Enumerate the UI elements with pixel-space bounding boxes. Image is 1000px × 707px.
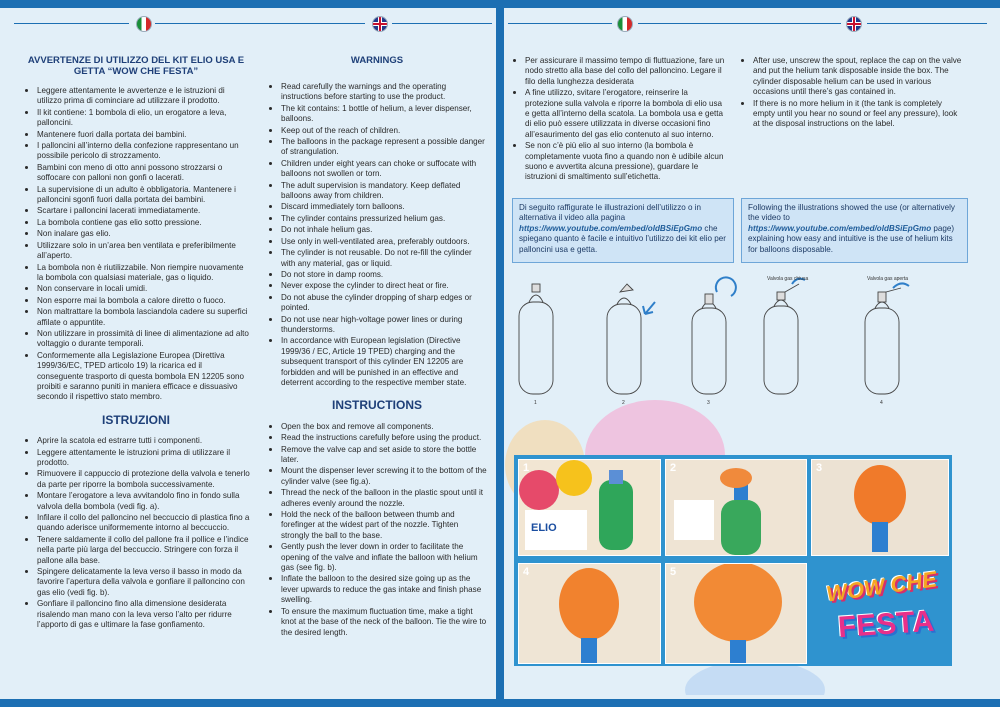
it-video-text-after: che spiegano quanto è facile e intuitivo l’utilizzo dei kit elio per palloncini usa e getta. bbox=[519, 223, 726, 254]
italian-flag-icon bbox=[617, 16, 633, 32]
list-item: • The adult supervision is mandatory. Keep deflated balloons away from children. bbox=[281, 180, 488, 202]
list-item: • Aprire la scatola ed estrarre tutti i componenti. bbox=[37, 435, 250, 446]
list-item: • The cylinder contains pressurized helium gas. bbox=[281, 213, 488, 224]
en-final-list bbox=[738, 55, 966, 130]
list-item: • Per assicurare il massimo tempo di fluttuazione, fare un nodo stretto alla base del collo del palloncino. Legare il filo della lunghezza desiderata bbox=[525, 55, 725, 87]
en-warnings-title: WARNINGS bbox=[350, 55, 404, 66]
list-item: • I palloncini all’interno della confezione rappresentano un possibile pericolo di strozzamento. bbox=[37, 140, 250, 162]
list-item: • Gonfiare il palloncino fino alla dimensione desiderata risalendo man mano con la leva verso l’alto per ridurre l’apporto di gas e ultimare la fase gonfiamento. bbox=[37, 598, 250, 630]
it-video-box bbox=[512, 198, 734, 263]
cylinder-icon bbox=[764, 284, 799, 394]
photo-step-2 bbox=[665, 459, 807, 556]
uk-flag-icon bbox=[846, 16, 862, 32]
list-item: • To ensure the maximum fluctuation time, make a tight knot at the base of the neck of the balloon. Tie the wire to the desired length. bbox=[281, 606, 488, 638]
list-item: • Non esporre mai la bombola a calore diretto o fuoco. bbox=[37, 295, 250, 306]
list-item: • Montare l’erogatore a leva avvitandolo fino in fondo sulla valvola della bombola (vedi fig. a). bbox=[37, 490, 250, 512]
rotate-arrow-icon bbox=[716, 277, 736, 296]
photo-step-5-image bbox=[666, 564, 806, 663]
english-final-steps bbox=[738, 55, 966, 130]
step-label: 3 bbox=[707, 400, 710, 406]
photo-number: 3 bbox=[816, 462, 823, 474]
photo-step-3 bbox=[811, 459, 949, 556]
list-item: • If there is no more helium in it (the tank is completely empty until you hear no sound or feel any pressure), look at the disposal instructions on the label. bbox=[753, 98, 966, 130]
logo-line-2: FESTA bbox=[836, 604, 936, 645]
cylinder-icon bbox=[607, 284, 641, 394]
it-video-link[interactable]: https://www.youtube.com/embed/oldBSiEpGmo bbox=[519, 223, 703, 233]
lever-arrow-icon bbox=[893, 283, 909, 288]
list-item: • Bambini con meno di otto anni possono strozzarsi o soffocare con palloni non gonfi o lacerati. bbox=[37, 162, 250, 184]
logo-line-1: WOW CHE bbox=[824, 566, 939, 607]
list-item: • Spingere delicatamente la leva verso il basso in modo da favorire l’apertura della valvola e gonfiare il palloncino con gas elio (vedi fig. b). bbox=[37, 566, 250, 598]
list-item: • Remove the valve cap and set aside to store the bottle later. bbox=[281, 444, 488, 466]
en-warnings-list bbox=[266, 81, 488, 388]
list-item: • La bombola non è riutilizzabile. Non riempire nuovamente la bombola con qualsiasi materiale, gas o liquido. bbox=[37, 262, 250, 284]
list-item: • Mount the dispenser lever screwing it to the bottom of the cylinder valve (see fig.a). bbox=[281, 465, 488, 487]
photo-step-1-image bbox=[519, 460, 660, 555]
photo-step-1 bbox=[518, 459, 661, 556]
header-rule bbox=[392, 23, 492, 24]
header-rule bbox=[14, 23, 129, 24]
list-item: • Children under eight years can choke or suffocate with balloons not swollen or torn. bbox=[281, 158, 488, 180]
list-item: • Gently push the lever down in order to facilitate the opening of the valve and inflate the balloon with helium gas (see fig. b). bbox=[281, 541, 488, 573]
page-spine bbox=[496, 0, 504, 707]
list-item: • La supervisione di un adulto è obbligatoria. Mantenere i palloncini sgonfi fuori dalla portata dei bambini. bbox=[37, 184, 250, 206]
valve-open-label: Valvola gas aperta bbox=[867, 276, 909, 282]
photo-step-4-image bbox=[519, 564, 660, 663]
photo-number: 2 bbox=[670, 462, 677, 474]
cylinder-icon bbox=[692, 294, 726, 394]
list-item: • Never expose the cylinder to direct heat or fire. bbox=[281, 280, 488, 291]
list-item: • Tenere saldamente il collo del pallone fra il pollice e l’indice nella parte più larga del beccuccio. Stringere con forza il pallone alla base. bbox=[37, 534, 250, 566]
list-item: • Rimuovere il cappuccio di protezione della valvola e tenerlo da parte per riporre la bombola successivamente. bbox=[37, 468, 250, 490]
it-instructions-title: ISTRUZIONI bbox=[102, 412, 170, 427]
list-item: • After use, unscrew the spout, replace the cap on the valve and put the helium tank disposable inside the box. The cylinder disposable helium can be used in various occasions until there’s gas contained in. bbox=[753, 55, 966, 98]
en-video-text-after: page) explaining how easy and intuitive is the use of helium kits for balloons disposable. bbox=[748, 223, 955, 254]
step-label: 4 bbox=[880, 400, 883, 406]
list-item: • Read the instructions carefully before using the product. bbox=[281, 432, 488, 443]
list-item: • The balloons in the package represent a possible danger of strangulation. bbox=[281, 136, 488, 158]
it-instructions-list bbox=[22, 435, 250, 630]
english-column bbox=[266, 55, 488, 638]
list-item: • Discard immediately torn balloons. bbox=[281, 201, 488, 212]
list-item: • Se non c’è più elio al suo interno (la bombola è completamente vuota fino a quando non è udibile alcun suono e avvertita alcuna pressione), guardare le istruzioni di smaltimento sull’etichetta. bbox=[525, 140, 725, 183]
list-item: • Hold the neck of the balloon between thumb and forefinger at the widest part of the nozzle. Tighten strongly the ball to the base. bbox=[281, 509, 488, 541]
photo-step-5 bbox=[665, 563, 807, 664]
list-item: • Do not abuse the cylinder dropping of sharp edges or pointed. bbox=[281, 292, 488, 314]
list-item: • La bombola contiene gas elio sotto pressione. bbox=[37, 217, 250, 228]
list-item: • Non inalare gas elio. bbox=[37, 228, 250, 239]
list-item: • Non utilizzare in prossimità di linee di alimentazione ad alto voltaggio o durante temporali. bbox=[37, 328, 250, 350]
en-video-link[interactable]: https://www.youtube.com/embed/oldBSiEpGmo bbox=[748, 223, 932, 233]
list-item: • Keep out of the reach of children. bbox=[281, 125, 488, 136]
cylinder-icon bbox=[519, 284, 553, 394]
photo-number: 5 bbox=[670, 566, 677, 578]
photo-step-4 bbox=[518, 563, 661, 664]
list-item: • Mantenere fuori dalla portata dei bambini. bbox=[37, 129, 250, 140]
list-item: • Open the box and remove all components. bbox=[281, 421, 488, 432]
list-item: • The cylinder is not reusable. Do not re-fill the cylinder with any material, gas or liquid. bbox=[281, 247, 488, 269]
list-item: • In accordance with European legislation (Directive 1999/36 / EC, Article 19 TPED) charging and the subsequent transport of this cylinder EN 12205 are forbidden and will be punished in an effective and deterrent according to the respective member state. bbox=[281, 335, 488, 388]
list-item: • Thread the neck of the balloon in the plastic spout until it adheres evenly around the nozzle. bbox=[281, 487, 488, 509]
header-rule bbox=[638, 23, 841, 24]
list-item: • Infilare il collo del palloncino nel beccuccio di plastica fino a quando aderisce uniformemente intorno al beccuccio. bbox=[37, 512, 250, 534]
photo-number: 4 bbox=[523, 566, 530, 578]
list-item: • Utilizzare solo in un’area ben ventilata e preferibilmente all’aperto. bbox=[37, 240, 250, 262]
italian-final-steps bbox=[510, 55, 725, 183]
it-final-list bbox=[510, 55, 725, 183]
header-rule bbox=[155, 23, 365, 24]
brand-box-label: ELIO bbox=[531, 522, 557, 534]
step-label: 1 bbox=[534, 400, 537, 406]
en-video-box bbox=[741, 198, 968, 263]
it-warnings-title: AVVERTENZE DI UTILIZZO DEL KIT ELIO USA E GETTA “WOW CHE FESTA” bbox=[27, 55, 245, 77]
header-rule bbox=[867, 23, 987, 24]
list-item: • A fine utilizzo, svitare l’erogatore, reinserire la protezione sulla valvola e riporre la bombola di elio usa e getta all’interno della scatola. La bombola usa e getta di elio può essere utilizzata in diverse occasioni fino all’esaurimento del gas elio contenuto al suo interno. bbox=[525, 87, 725, 140]
photo-step-2-image bbox=[666, 460, 806, 555]
uk-flag-icon bbox=[372, 16, 388, 32]
list-item: • Conformemente alla Legislazione Europea (Direttiva 1999/36/EC, TPED articolo 19) la ricarica ed il conseguente trasporto di questa bombola EN 12205 sono proibiti e saranno puniti in maniera efficace e dissuasivo secondo il rispettivo stato membro. bbox=[37, 350, 250, 403]
list-item: • Inflate the balloon to the desired size going up as the lever upwards to reduce the gas intake and finish phase swelling. bbox=[281, 573, 488, 605]
it-warnings-list bbox=[22, 85, 250, 403]
valve-closed-label: Valvola gas chiusa bbox=[767, 276, 809, 282]
down-arrow-icon bbox=[643, 302, 655, 314]
list-item: • Do not store in damp rooms. bbox=[281, 269, 488, 280]
list-item: • The kit contains: 1 bottle of helium, a lever dispenser, balloons. bbox=[281, 103, 488, 125]
wow-che-festa-logo bbox=[812, 566, 948, 662]
list-item: • Scartare i palloncini lacerati immediatamente. bbox=[37, 205, 250, 216]
step-label: 2 bbox=[622, 400, 625, 406]
list-item: • Il kit contiene: 1 bombola di elio, un erogatore a leva, palloncini. bbox=[37, 107, 250, 129]
photo-step-3-image bbox=[812, 460, 948, 555]
en-instructions-list bbox=[266, 421, 488, 638]
list-item: • Non maltrattare la bombola lasciandola cadere su superfici affilate o appuntite. bbox=[37, 306, 250, 328]
list-item: • Read carefully the warnings and the operating instructions before starting to use the product. bbox=[281, 81, 488, 103]
list-item: • Non conservare in locali umidi. bbox=[37, 283, 250, 294]
header-rule bbox=[508, 23, 612, 24]
list-item: • Use only in well-ventilated area, preferably outdoors. bbox=[281, 236, 488, 247]
italian-flag-icon bbox=[136, 16, 152, 32]
cylinder-icon bbox=[865, 288, 901, 394]
list-item: • Leggere attentamente le istruzioni prima di utilizzare il prodotto. bbox=[37, 447, 250, 469]
it-video-text: Di seguito raffigurate le illustrazioni dell’utilizzo o in alternativa il video alla pagina bbox=[519, 203, 702, 223]
list-item: • Do not inhale helium gas. bbox=[281, 224, 488, 235]
list-item: • Do not use near high-voltage power lines or during thunderstorms. bbox=[281, 314, 488, 336]
list-item: • Leggere attentamente le avvertenze e le istruzioni di utilizzo prima di cominciare ad utilizzare il prodotto. bbox=[37, 85, 250, 107]
en-video-text: Following the illustrations showed the use (or alternatively the video to bbox=[748, 203, 955, 223]
en-instructions-title: INSTRUCTIONS bbox=[332, 398, 422, 413]
cylinder-steps-illustration bbox=[505, 262, 995, 412]
italian-column bbox=[22, 55, 250, 631]
photo-number: 1 bbox=[523, 462, 530, 474]
